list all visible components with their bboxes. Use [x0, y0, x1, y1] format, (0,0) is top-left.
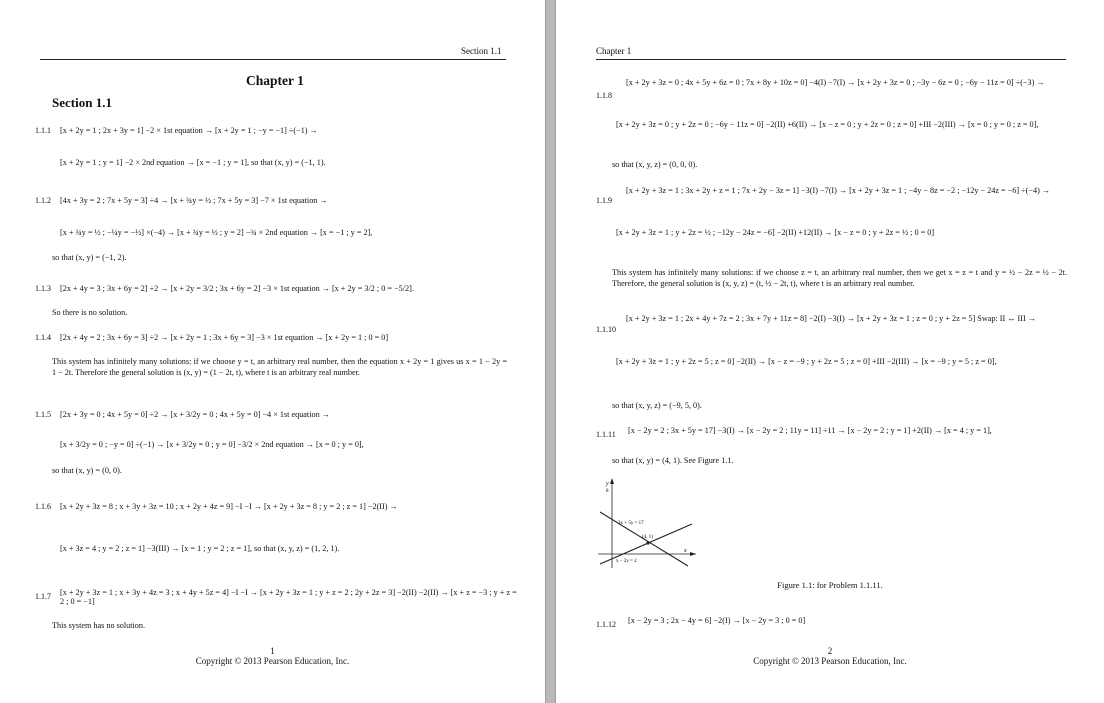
problem-line: so that (x, y) = (−1, 2). — [52, 253, 127, 262]
problem-number: 1.1.7 — [35, 592, 51, 601]
problem-1-1-4 — [35, 333, 51, 342]
page-divider — [545, 0, 556, 703]
problem-1-1-3 — [35, 284, 51, 293]
problem-1-1-9 — [596, 196, 612, 205]
problem-1-1-2 — [35, 196, 51, 205]
problem-line: [x + 2y + 3z = 0 ; y + 2z = 0 ; −6y − 11z = 0] −2(II) +6(II) → [x − z = 0 ; y + 2z = 0 ; z = 0] +III −2(III) → [x = 0 ; y = 0 ; z = 0], — [616, 120, 1039, 129]
solution-text: This system has infinitely many solutions: if we choose y = t, an arbitrary real number, then the equation x + 2y = 1 gives us x = 1 − 2y = 1 − 2t. Therefore the general solution is (x, y) = (1 − 2t, t), where t is an arbitrary real number. — [52, 357, 507, 377]
problem-line: [x + 2y + 3z = 1 ; y + 2z = ½ ; −12y − 24z = −6] −2(II) +12(II) → [x − z = 0 ; y + 2z = ½ ; 0 = 0] — [616, 228, 935, 237]
problem-line: so that (x, y) = (4, 1). See Figure 1.1. — [612, 456, 734, 465]
problem-line: [x − 2y = 3 ; 2x − 4y = 6] −2(I) → [x − 2y = 3 ; 0 = 0] — [628, 616, 806, 625]
problem-line: [x + 2y = 1 ; y = 1] −2 × 2nd equation → [x = −1 ; y = 1], so that (x, y) = (−1, 1). — [60, 158, 326, 167]
problem-line: [x + 2y + 3z = 1 ; 3x + 2y + z = 1 ; 7x + 2y − 3z = 1] −3(I) −7(I) → [x + 2y + 3z = 1 ; −4y − 8z = −2 ; −12y − 24z = −6] ÷(−4) → — [626, 186, 1051, 195]
problem-line: [x − 2y = 2 ; 3x + 5y = 17] −3(I) → [x − 2y = 2 ; 11y = 11] ÷11 → [x − 2y = 2 ; y = 1] +2(II) → [x = 4 ; y = 1], — [628, 426, 992, 435]
problem-number: 1.1.8 — [596, 91, 612, 100]
problem-line: [x + 2y + 3z = 1 ; x + 3y + 4z = 3 ; x + 4y + 5z = 4] −I −I → [x + 2y + 3z = 1 ; y + z = 2 ; 2y + 2z = 3] −2(II) −2(II) → [x + z = −3 ; y + z = 2 ; 0 = −1] — [60, 588, 517, 606]
problem-number: 1.1.1 — [35, 126, 51, 135]
y-axis-label: y — [606, 481, 609, 487]
intersection-point — [646, 541, 649, 544]
line2-label: x − 2y = 2 — [616, 559, 637, 564]
header-rule — [40, 59, 506, 60]
line1-label: 3x + 5y = 17 — [618, 521, 644, 526]
running-head: Section 1.1 — [461, 46, 502, 56]
problem-line: [x + 3/2y = 0 ; −y = 0] ÷(−1) → [x + 3/2y = 0 ; y = 0] −3/2 × 2nd equation → [x = 0 ; y = 0], — [60, 440, 364, 449]
problem-number: 1.1.4 — [35, 333, 51, 342]
problem-number: 1.1.10 — [596, 325, 616, 334]
page-number: 2 — [827, 646, 833, 656]
problem-line: so that (x, y, z) = (0, 0, 0). — [612, 160, 698, 169]
problem-1-1-8 — [596, 91, 612, 100]
section-title: Section 1.1 — [52, 95, 112, 110]
problem-number: 1.1.6 — [35, 502, 51, 511]
problem-line: [x + 3z = 4 ; y = 2 ; z = 1] −3(III) → [x = 1 ; y = 2 ; z = 1], so that (x, y, z) = (1, 2, 1). — [60, 544, 340, 553]
problem-1-1-12 — [596, 620, 616, 629]
problem-1-1-1 — [35, 126, 51, 135]
page-1 — [0, 0, 545, 703]
x-axis-label: x — [684, 548, 687, 554]
solution-text: This system has infinitely many solutions: if we choose z = t, an arbitrary real number, then we get x = z = t and y = ½ − 2z = ½ − 2t. Therefore, the general solution is (x, y, z) = (t, ½ − 2t, t), where t is an arbitrary real number. — [612, 268, 1067, 288]
problem-line: [2x + 3y = 0 ; 4x + 5y = 0] ÷2 → [x + 3/2y = 0 ; 4x + 5y = 0] −4 × 1st equation → — [60, 410, 330, 419]
header-rule — [596, 59, 1066, 60]
problem-line: [x + 2y = 1 ; 2x + 3y = 1] −2 × 1st equation → [x + 2y = 1 ; −y = −1] ÷(−1) → — [60, 126, 318, 135]
problem-1-1-5 — [35, 410, 51, 419]
running-head: Chapter 1 — [596, 46, 632, 56]
problem-number: 1.1.2 — [35, 196, 51, 205]
page-2 — [556, 0, 1104, 703]
problem-number: 1.1.5 — [35, 410, 51, 419]
problem-line: [x + 2y + 3z = 1 ; 2x + 4y + 7z = 2 ; 3x + 7y + 11z = 8] −2(I) −3(I) → [x + 2y + 3z = 1 ; z = 0 ; y + 2z = 5] Swap: II ↔ III → — [626, 314, 1036, 323]
problem-1-1-7 — [35, 592, 51, 601]
copyright: Copyright © 2013 Pearson Education, Inc. — [195, 656, 350, 666]
problem-line: So there is no solution. — [52, 308, 128, 317]
point-label: (4, 1) — [642, 535, 653, 540]
figure-1-1 — [598, 478, 696, 568]
problem-line: [2x + 4y = 3 ; 3x + 6y = 2] ÷2 → [x + 2y = 3/2 ; 3x + 6y = 2] −3 × 1st equation → [x + 2y = 3/2 ; 0 = −5/2]. — [60, 284, 414, 293]
problem-line: [x + 2y + 3z = 1 ; y + 2z = 5 ; z = 0] −2(II) → [x − z = −9 ; y + 2z = 5 ; z = 0] +III −2(III) → [x = −9 ; y = 5 ; z = 0], — [616, 357, 997, 366]
problem-line: [2x + 4y = 2 ; 3x + 6y = 3] ÷2 → [x + 2y = 1 ; 3x + 6y = 3] −3 × 1st equation → [x + 2y = 1 ; 0 = 0] — [60, 333, 389, 342]
problem-number: 1.1.11 — [596, 430, 616, 439]
problem-line: [x + 2y + 3z = 8 ; x + 3y + 3z = 10 ; x + 2y + 4z = 9] −I −I → [x + 2y + 3z = 8 ; y = 2 ; z = 1] −2(II) → — [60, 502, 398, 511]
problem-line: so that (x, y, z) = (−9, 5, 0). — [612, 401, 702, 410]
problem-1-1-11 — [596, 430, 616, 439]
problem-line: [4x + 3y = 2 ; 7x + 5y = 3] ÷4 → [x + ¾y = ½ ; 7x + 5y = 3] −7 × 1st equation → — [60, 196, 328, 205]
x-axis-arrow — [690, 552, 696, 556]
problem-number: 1.1.9 — [596, 196, 612, 205]
line-x-2y-2 — [600, 524, 692, 564]
problem-number: 1.1.12 — [596, 620, 616, 629]
figure-caption: Figure 1.1: for Problem 1.1.11. — [777, 580, 883, 590]
problem-line: so that (x, y) = (0, 0). — [52, 466, 122, 475]
problem-number: 1.1.3 — [35, 284, 51, 293]
copyright: Copyright © 2013 Pearson Education, Inc. — [753, 656, 907, 666]
page-number: 1 — [270, 646, 275, 656]
problem-1-1-6 — [35, 502, 51, 511]
problem-line: This system has no solution. — [52, 621, 146, 630]
problem-line: [x + ¾y = ½ ; −¼y = −½] ×(−4) → [x + ¾y = ½ ; y = 2] −¾ × 2nd equation → [x = −1 ; y = 2], — [60, 228, 373, 237]
problem-1-1-10 — [596, 325, 616, 334]
y-axis-arrow — [610, 478, 614, 484]
problem-line: [x + 2y + 3z = 0 ; 4x + 5y + 6z = 0 ; 7x + 8y + 10z = 0] −4(I) −7(I) → [x + 2y + 3z = 0 ; −3y − 6z = 0 ; −6y − 11z = 0] ÷(−3) → — [626, 78, 1045, 87]
chapter-title: Chapter 1 — [246, 73, 304, 88]
y-tick-label: 8 — [606, 489, 609, 494]
